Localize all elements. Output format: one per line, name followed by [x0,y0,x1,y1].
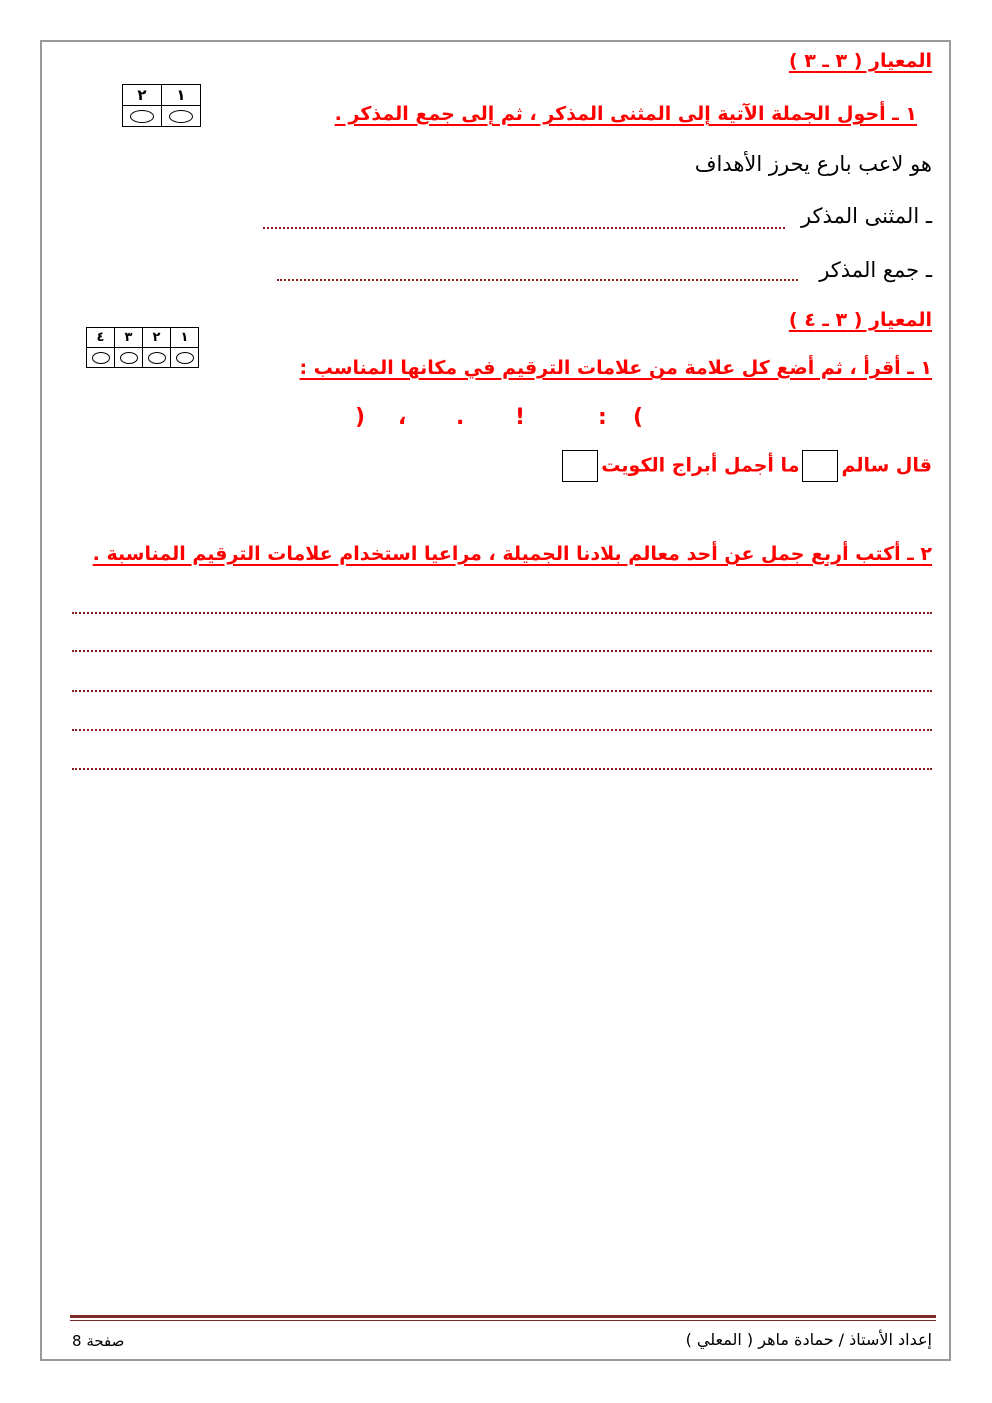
score-header-3: ٣ [115,328,143,348]
footer-page-number: صفحة 8 [72,1332,125,1350]
blank-box-2[interactable] [562,450,598,482]
question-2-2: ٢ ـ أكتب أربع جمل عن أحد معالم بلادنا الجميلة ، مراعيا استخدام علامات الترقيم المناسبة . [92,543,932,565]
mark-period: . [456,405,465,430]
footer-divider-thin [70,1320,936,1321]
page-border [40,40,951,1361]
blank-box-1[interactable] [802,450,838,482]
oval-icon [92,352,110,364]
oval-icon [120,352,138,364]
sentence-part-1: قال سالم [841,454,932,477]
punctuation-sentence [559,450,932,482]
score-table-2 [86,327,199,368]
dual-answer-line[interactable] [263,227,785,229]
score-header-1: ١ [171,328,199,348]
sentence-part-2: ما أجمل أبراج الكويت [601,454,800,477]
writing-line-1[interactable] [72,612,932,614]
oval-icon [130,110,154,123]
score-header-1: ١ [162,85,201,106]
mark-close-paren: ) [355,405,366,430]
standard-title-3-4: المعيار ( ٣ ـ ٤ ) [788,309,932,331]
mark-colon: : [598,405,607,430]
mark-exclamation: ! [515,405,526,430]
oval-icon [176,352,194,364]
writing-line-5[interactable] [72,768,932,770]
question-2-1: ١ ـ أقرأ ، ثم أضع كل علامة من علامات الترقيم في مكانها المناسب : [299,357,932,379]
score-header-2: ٢ [143,328,171,348]
score-header-4: ٤ [87,328,115,348]
source-sentence: هو لاعب بارع يحرز الأهداف [694,152,932,176]
writing-line-2[interactable] [72,650,932,652]
oval-icon [148,352,166,364]
dual-label: ـ المثنى المذكر [800,204,932,228]
score-table-1 [122,84,201,127]
plural-label: ـ جمع المذكر [819,258,932,282]
writing-line-4[interactable] [72,729,932,731]
writing-line-3[interactable] [72,690,932,692]
mark-comma: ، [398,405,407,430]
score-header-2: ٢ [123,85,162,106]
oval-icon [169,110,193,123]
plural-answer-line[interactable] [277,279,798,281]
footer-divider [70,1315,936,1318]
question-1: ١ ـ أحول الجملة الآتية إلى المثنى المذكر ، ثم إلى جمع المذكر . [334,103,917,125]
footer-author: إعداد الأستاذ / حمادة ماهر ( المعلي ) [685,1330,932,1349]
mark-open-paren: ( [633,405,644,430]
standard-title-3-3: المعيار ( ٣ ـ ٣ ) [788,50,932,72]
